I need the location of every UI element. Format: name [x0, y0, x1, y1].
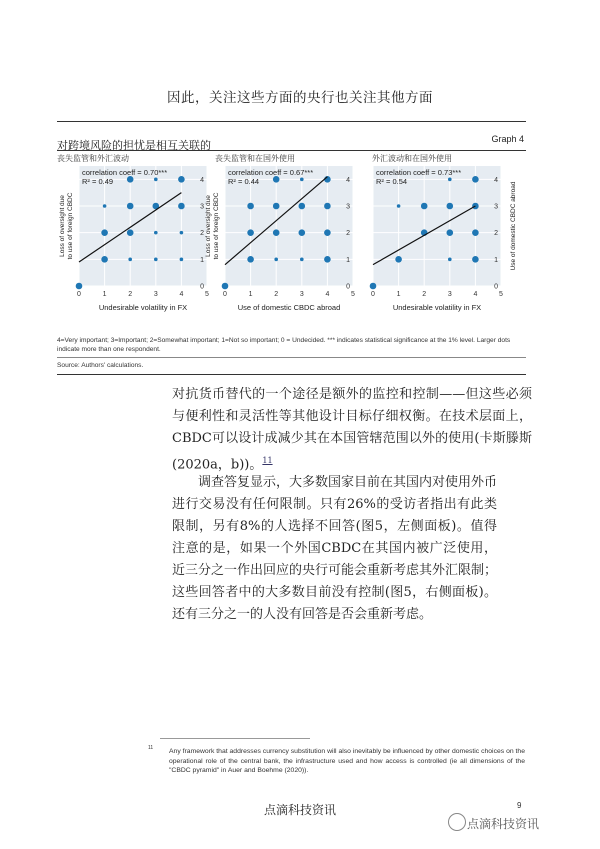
- scatter-point: [421, 203, 428, 210]
- x-tick-label: 3: [447, 291, 452, 298]
- graph-bottom-rule: [57, 374, 526, 375]
- y-tick-label: 2: [200, 230, 204, 238]
- x-tick-label: 4: [179, 291, 184, 298]
- scatter-point: [324, 229, 331, 236]
- y-tick-label: 2: [346, 230, 350, 238]
- x-tick-label: 4: [325, 291, 330, 298]
- scatter-point: [103, 204, 107, 208]
- graph-source: Source: Authors' calculations.: [57, 362, 144, 369]
- graph-note: 4=Very important; 3=Important; 2=Somewhat important; 1=Not so important; 0 = Undecided. *** indicates statistical significance at the 1% level. Larger dots indicate more than one respondent.: [57, 337, 511, 353]
- scatter-point: [300, 178, 304, 182]
- x-tick-label: 1: [102, 291, 107, 298]
- graph-title-rule: [57, 150, 526, 151]
- watermark: 点滴科技资讯: [467, 817, 540, 831]
- scatter-point: [178, 176, 185, 183]
- x-tick-label: 3: [299, 291, 304, 298]
- scatter-point: [299, 203, 306, 210]
- y-axis-label: Use of domestic CBDC abroad: [510, 181, 517, 271]
- x-tick-label: 2: [128, 291, 133, 298]
- y-tick-label: 1: [200, 256, 204, 264]
- scatter-point: [472, 203, 479, 210]
- y-axis-label-line: to use of foreign CBDC: [213, 192, 220, 260]
- scatter-point: [101, 229, 108, 236]
- scatter-point: [127, 203, 134, 210]
- scatter-point: [472, 176, 479, 183]
- scatter-point: [273, 229, 280, 236]
- scatter-point: [299, 229, 306, 236]
- scatter-point: [300, 258, 304, 262]
- scatter-point: [324, 203, 331, 210]
- r-squared-label: R² = 0.44: [228, 177, 260, 186]
- scatter-point: [273, 203, 280, 210]
- scatter-point: [154, 258, 158, 262]
- footnote-ref-11[interactable]: 11: [262, 456, 273, 465]
- panel-1-title: 丧失监管和外汇波动: [57, 154, 129, 163]
- x-tick-label: 5: [205, 291, 209, 298]
- y-axis-label-line: Loss of oversight due: [205, 195, 212, 257]
- scatter-point: [447, 203, 454, 210]
- page-footer: 点滴科技资讯: [263, 803, 336, 817]
- correlation-coeff-label: correlation coeff = 0.67***: [228, 168, 314, 177]
- y-axis-label: [205, 192, 220, 259]
- x-axis-label: Undesirable volatility in FX: [392, 303, 482, 312]
- r-squared-label: R² = 0.49: [82, 177, 114, 186]
- scatter-point: [324, 256, 331, 263]
- scatter-point: [222, 283, 229, 290]
- x-tick-label: 5: [351, 291, 355, 298]
- x-tick-label: 1: [396, 291, 401, 298]
- x-tick-label: 2: [274, 291, 279, 298]
- scatter-point: [370, 283, 377, 290]
- page-number: 9: [517, 801, 522, 810]
- y-tick-label: 3: [346, 203, 350, 211]
- y-tick-label: 0: [200, 283, 204, 291]
- y-tick-label: 1: [494, 256, 498, 264]
- y-tick-label: 3: [494, 203, 498, 211]
- footnote-rule: [160, 738, 310, 739]
- scatter-point: [397, 204, 401, 208]
- y-tick-label: 0: [346, 283, 350, 291]
- x-tick-label: 5: [499, 291, 503, 298]
- wechat-icon: [448, 813, 466, 831]
- x-axis-label: Undesirable volatility in FX: [98, 303, 188, 312]
- panel-3-title: 外汇波动和在国外使用: [372, 154, 452, 163]
- correlation-coeff-label: correlation coeff = 0.73***: [376, 168, 462, 177]
- x-tick-label: 4: [473, 291, 478, 298]
- scatter-point: [448, 178, 452, 182]
- y-axis-label-line: to use of foreign CBDC: [67, 192, 74, 260]
- y-tick-label: 4: [346, 176, 350, 184]
- footnote-marker: 11: [148, 745, 154, 751]
- y-axis-label: [59, 192, 74, 259]
- scatter-point: [128, 258, 132, 262]
- footnote: [148, 747, 525, 776]
- paragraph-1-text: 对抗货币替代的一个途径是额外的监控和控制——但这些必须与便利性和灵活性等其他设计目标仔细权衡。在技术层面上，CBDC可以设计成减少其在本国管辖范围以外的使用(卡斯滕斯(2020a，b))。: [172, 387, 532, 473]
- scatter-point: [247, 229, 254, 236]
- scatter-point: [127, 229, 134, 236]
- x-tick-label: 0: [77, 291, 81, 298]
- scatter-point: [76, 283, 83, 290]
- footnote-text: Any framework that addresses currency substitution will also inevitably be influenced by other domestic choices on the operational role of the central bank, the infrastructure used and how access is controlled (ie all dimensions of the "CBDC pyramid" in Auer and Boehme (2020)).: [169, 748, 525, 774]
- scatter-point: [472, 256, 479, 263]
- scatter-chart-1: [57, 162, 217, 322]
- correlation-coeff-label: correlation coeff = 0.70***: [82, 168, 168, 177]
- graph-title: 对跨境风险的担忧是相互关联的: [57, 139, 211, 152]
- panel-2-title: 丧失监管和在国外使用: [215, 154, 295, 163]
- paragraph-1: [172, 384, 532, 476]
- scatter-point: [178, 203, 185, 210]
- x-tick-label: 2: [422, 291, 427, 298]
- x-tick-label: 1: [248, 291, 253, 298]
- y-tick-label: 0: [494, 283, 498, 291]
- paragraph-2: 调查答复显示，大多数国家目前在其国内对使用外币进行交易没有任何限制。只有26%的受访者指出有此类限制，另有8%的人选择不回答(图5，左侧面板)。值得注意的是，如果一个外国CBDC在其国内被广泛使用，近三分之一作出回应的央行可能会重新考虑其外汇限制；这些回答者中的大多数目前没有控制(图5，右侧面板)。还有三分之一的人没有回答是否会重新考虑。: [172, 475, 498, 622]
- r-squared-label: R² = 0.54: [376, 177, 408, 186]
- y-tick-label: 2: [494, 230, 498, 238]
- scatter-point: [154, 178, 158, 182]
- scatter-panel-1: [57, 162, 217, 322]
- scatter-point: [472, 229, 479, 236]
- scatter-point: [180, 258, 184, 262]
- scatter-point: [273, 176, 280, 183]
- y-tick-label: 3: [200, 203, 204, 211]
- note-rule: [57, 357, 526, 358]
- x-tick-label: 3: [153, 291, 158, 298]
- scatter-chart-3: [365, 162, 530, 322]
- y-tick-label: 4: [494, 176, 498, 184]
- scatter-chart-2: [203, 162, 363, 322]
- x-tick-label: 0: [223, 291, 227, 298]
- scatter-panel-2: [203, 162, 363, 322]
- scatter-point: [180, 231, 184, 235]
- page-heading: 因此，关注这些方面的央行也关注其他方面: [167, 90, 433, 106]
- y-axis-label-line: Loss of oversight due: [59, 195, 66, 257]
- scatter-point: [154, 231, 158, 235]
- x-tick-label: 0: [371, 291, 375, 298]
- y-tick-label: 4: [200, 176, 204, 184]
- scatter-point: [101, 256, 108, 263]
- x-axis-label: Use of domestic CBDC abroad: [237, 303, 341, 312]
- scatter-point: [127, 176, 134, 183]
- graph-tag: Graph 4: [491, 134, 524, 144]
- scatter-point: [247, 256, 254, 263]
- scatter-point: [447, 229, 454, 236]
- y-tick-label: 1: [346, 256, 350, 264]
- scatter-point: [274, 258, 278, 262]
- scatter-point: [247, 203, 254, 210]
- scatter-point: [448, 258, 452, 262]
- scatter-panel-3: [365, 162, 530, 322]
- graph-top-rule: [57, 121, 526, 122]
- scatter-point: [395, 256, 402, 263]
